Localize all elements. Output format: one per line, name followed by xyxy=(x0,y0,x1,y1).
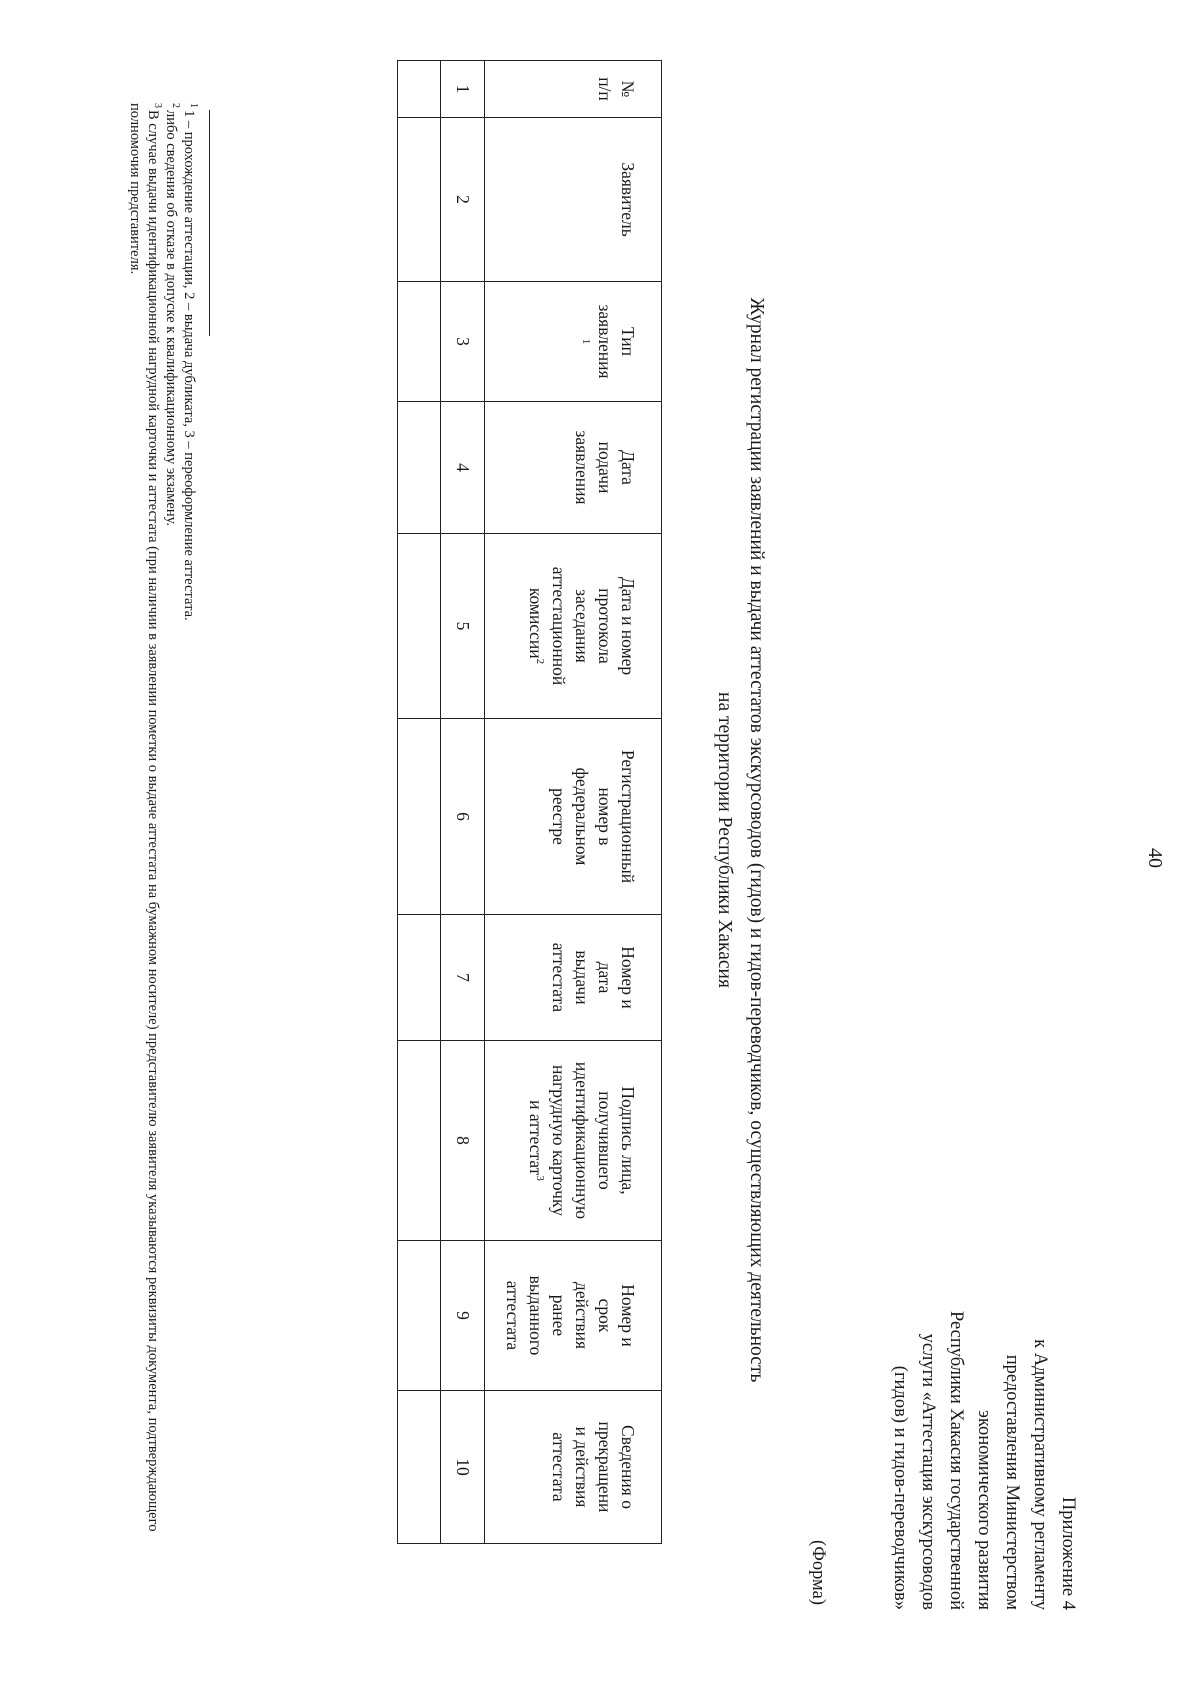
column-header-line: прекращени xyxy=(595,1421,615,1513)
column-number: 7 xyxy=(441,915,485,1041)
column-header-line: Регистрационный xyxy=(618,749,638,884)
column-number: 2 xyxy=(441,118,485,282)
column-header-line: номер в xyxy=(595,787,615,846)
entry-cell xyxy=(398,534,441,719)
column-header-line: Тип xyxy=(618,327,638,356)
appendix-line: (гидов) и гидов-переводчиков» xyxy=(890,1365,910,1610)
column-header-line: аттестата xyxy=(549,1432,569,1502)
column-header-line: № xyxy=(618,80,638,98)
journal-title-line: на территории Республики Хакасия xyxy=(714,692,735,988)
footnote xyxy=(126,103,162,1543)
column-header xyxy=(485,402,662,534)
footnote-mark: 1 xyxy=(187,103,199,108)
column-header-line: аттестата xyxy=(503,1280,523,1351)
column-number: 10 xyxy=(441,1391,485,1544)
appendix-header xyxy=(886,1225,1082,1610)
column-header xyxy=(485,1241,662,1391)
column-header-line: Подпись лица, xyxy=(618,1086,638,1195)
entry-cell xyxy=(398,118,441,282)
appendix-line: Приложение 4 xyxy=(1058,1496,1078,1610)
entry-cell xyxy=(398,402,441,534)
column-number: 3 xyxy=(441,282,485,402)
column-header-line: Дата и номер xyxy=(618,576,638,676)
footnote-mark: 2 xyxy=(169,103,181,108)
column-header-line: Сведения о xyxy=(618,1425,638,1509)
column-number: 6 xyxy=(441,719,485,915)
column-header-line: действия xyxy=(572,1281,592,1350)
footnote-ref: 2 xyxy=(533,658,546,665)
column-header-line: ранее xyxy=(549,1294,569,1337)
footnote-text: В случае выдачи идентификационной нагрудной карточки и аттестата (при наличии в заявлении пометки о выдаче аттестата на бумажном носителе) представителю заявителя указываются реквизиты документа, подтверждающего полномочия представителя. xyxy=(127,103,161,1532)
column-number: 8 xyxy=(441,1041,485,1241)
column-header-line: выданного xyxy=(526,1275,546,1356)
column-header-line: аттестационной xyxy=(549,566,569,686)
column-header-line: Дата xyxy=(618,450,638,485)
entry-cell xyxy=(398,1241,441,1391)
column-header-line: и действия xyxy=(572,1426,592,1508)
column-header-line: подачи xyxy=(595,441,615,494)
column-header xyxy=(485,719,662,915)
column-number: 5 xyxy=(441,534,485,719)
column-header xyxy=(485,534,662,719)
column-header xyxy=(485,282,662,402)
column-header-line: срок xyxy=(595,1298,615,1333)
column-header-line: реестре xyxy=(549,788,569,845)
column-header-line: идентификационную xyxy=(572,1061,592,1220)
column-number: 4 xyxy=(441,402,485,534)
footnote-separator xyxy=(209,110,210,336)
journal-table xyxy=(397,60,662,1544)
column-number: 1 xyxy=(441,61,485,118)
column-header-line: нагрудную карточку xyxy=(549,1065,569,1216)
appendix-line: к Административному регламенту xyxy=(1030,1339,1050,1610)
column-header xyxy=(485,61,662,118)
column-header-line: заявления xyxy=(595,304,615,379)
footnotes xyxy=(126,103,198,1543)
column-header-line: дата xyxy=(595,961,615,994)
column-number: 9 xyxy=(441,1241,485,1391)
column-header-line: аттестата xyxy=(549,942,569,1013)
footnote-mark: 3 xyxy=(151,103,163,108)
column-header-line: комиссии xyxy=(526,587,546,659)
appendix-line: экономического развития xyxy=(974,1409,994,1610)
column-header-line: заседания xyxy=(572,589,592,663)
journal-title-line: Журнал регистрации заявлений и выдачи аттестатов экскурсоводов (гидов) и гидов-переводчиков, осуществляющих деятельность xyxy=(746,297,767,1383)
entry-cell xyxy=(398,1391,441,1544)
column-header-line: получившего xyxy=(595,1091,615,1190)
column-header-line: Номер и xyxy=(618,1284,638,1347)
header-row xyxy=(485,61,662,1544)
column-header xyxy=(485,915,662,1041)
form-label: (Форма) xyxy=(808,1540,828,1605)
entry-cell xyxy=(398,1041,441,1241)
column-header-line: выдачи xyxy=(572,950,592,1005)
footnote-text: либо сведения об отказе в допуске к квалификационному экзамену. xyxy=(163,110,179,526)
footnote-ref: 1 xyxy=(579,338,592,345)
entry-cell xyxy=(398,282,441,402)
column-header-line: п/п xyxy=(595,77,615,101)
column-header-line: протокола xyxy=(595,588,615,664)
page-number: 40 xyxy=(1144,848,1166,868)
footnote-text: 1 – прохождение аттестации, 2 – выдача дубликата, 3 – переоформление аттестата. xyxy=(181,110,197,621)
column-header xyxy=(485,118,662,282)
entry-cell xyxy=(398,915,441,1041)
entry-cell xyxy=(398,61,441,118)
column-header-line: Номер и xyxy=(618,946,638,1009)
journal-title xyxy=(708,110,772,1570)
appendix-line: предоставления Министерством xyxy=(1002,1354,1022,1610)
column-header xyxy=(485,1041,662,1241)
appendix-line: Республики Хакасия государственной xyxy=(946,1310,966,1610)
footnote xyxy=(180,103,198,1543)
column-header xyxy=(485,1391,662,1544)
column-header-line: заявления xyxy=(572,430,592,505)
entry-cell xyxy=(398,719,441,915)
column-header-line: Заявитель xyxy=(618,162,638,237)
footnote xyxy=(162,103,180,1543)
column-number-row xyxy=(441,61,485,1544)
appendix-line: услуги «Аттестация экскурсоводов xyxy=(918,1333,938,1610)
column-header-line: и аттестат xyxy=(526,1100,546,1176)
entry-row xyxy=(398,61,441,1544)
column-header-line: федеральном xyxy=(572,767,592,866)
footnote-ref: 3 xyxy=(533,1175,546,1181)
